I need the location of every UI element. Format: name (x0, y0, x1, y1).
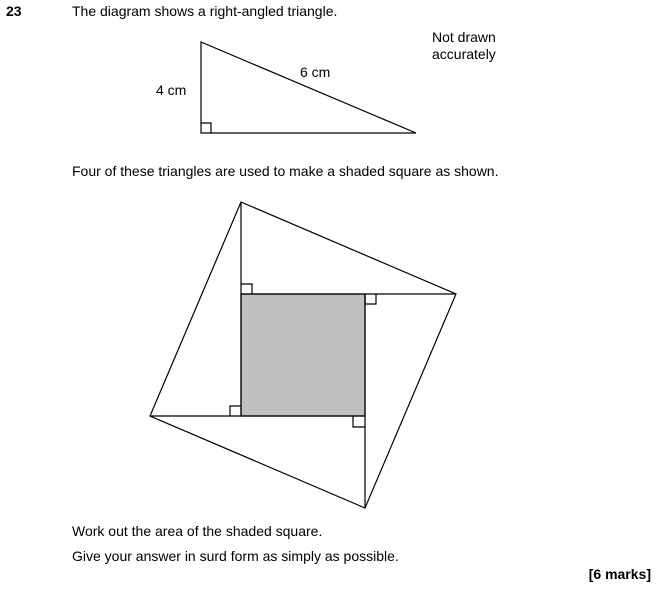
triangle-right-angle-marker (201, 123, 211, 133)
right-angle-marker-3 (353, 416, 365, 427)
question-intro: The diagram shows a right-angled triangle. (72, 3, 338, 19)
task-line-2: Give your answer in surd form as simply as possible. (72, 548, 399, 564)
right-angled-triangle (201, 42, 416, 133)
note-line-2: accurately (432, 46, 496, 62)
task-line-1: Work out the area of the shaded square. (72, 523, 323, 539)
triangle-height-label: 4 cm (156, 82, 187, 98)
triangle-outline (201, 42, 416, 133)
shaded-square (241, 294, 365, 416)
square-construction (150, 202, 456, 508)
triangle-hypotenuse-label: 6 cm (300, 64, 331, 80)
note-line-1: Not drawn (432, 29, 496, 45)
right-angle-marker-1 (241, 284, 252, 294)
right-angle-marker-4 (230, 406, 241, 416)
question-number: 23 (6, 3, 22, 19)
right-angle-marker-2 (365, 294, 376, 304)
square-intro-text: Four of these triangles are used to make a shaded square as shown. (72, 163, 499, 179)
marks-label: [6 marks] (588, 566, 651, 582)
